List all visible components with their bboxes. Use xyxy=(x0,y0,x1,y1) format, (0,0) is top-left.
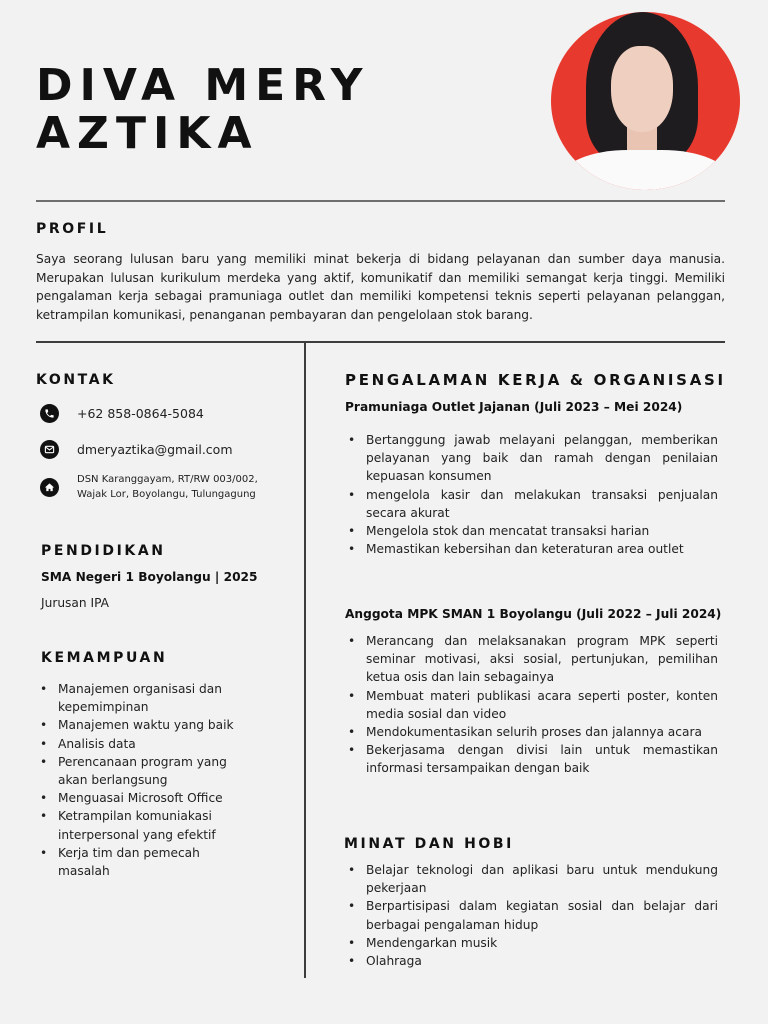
column-divider xyxy=(304,342,306,978)
list-item: • Perencanaan program yang akan berlangsung xyxy=(37,753,247,789)
list-item: • Belajar teknologi dan aplikasi baru untuk mendukung pekerjaan xyxy=(345,861,718,897)
name-line-1: DIVA MERY xyxy=(36,60,370,111)
candidate-name xyxy=(36,62,370,158)
job-title-1: Pramuniaga Outlet Jajanan (Juli 2023 – Mei 2024) xyxy=(345,400,683,414)
job-2-duties xyxy=(345,632,718,778)
phone-number: +62 858-0864-5084 xyxy=(77,406,204,421)
list-item: • Memastikan kebersihan dan keteraturan area outlet xyxy=(345,540,718,558)
list-item: • Olahraga xyxy=(345,952,718,970)
contact-heading: KONTAK xyxy=(36,372,116,388)
list-item: • Kerja tim dan pemecah masalah xyxy=(37,844,247,880)
hobbies-list xyxy=(345,861,718,970)
list-item: • mengelola kasir dan melakukan transaksi penjualan secara akurat xyxy=(345,486,718,522)
mail-icon xyxy=(40,440,59,459)
list-item: • Analisis data xyxy=(37,735,247,753)
contact-phone xyxy=(40,404,204,423)
education-major: Jurusan IPA xyxy=(41,596,109,610)
list-item: • Merancang dan melaksanakan program MPK seperti seminar motivasi, aksi sosial, pertunjukan, pemilihan ketua osis dan lain sebagainya xyxy=(345,632,718,687)
email-address: dmeryaztika@gmail.com xyxy=(77,442,233,457)
list-item: • Manajemen organisasi dan kepemimpinan xyxy=(37,680,247,716)
top-divider xyxy=(36,200,725,202)
list-item: • Manajemen waktu yang baik xyxy=(37,716,247,734)
list-item: • Bertanggung jawab melayani pelanggan, memberikan pelayanan yang baik dan ramah dengan penilaian kepuasan konsumen xyxy=(345,431,718,486)
job-1-duties xyxy=(345,431,718,558)
education-heading: PENDIDIKAN xyxy=(41,543,166,559)
list-item: • Ketrampilan komuniakasi interpersonal yang efektif xyxy=(37,807,247,843)
list-item: • Menguasai Microsoft Office xyxy=(37,789,247,807)
skills-list xyxy=(37,680,247,880)
skills-heading: KEMAMPUAN xyxy=(41,650,168,666)
address-line-1: DSN Karanggayam, RT/RW 003/002, xyxy=(77,474,258,485)
name-line-2: AZTIKA xyxy=(36,108,259,159)
middle-divider xyxy=(36,341,725,343)
list-item: • Mengelola stok dan mencatat transaksi harian xyxy=(345,522,718,540)
profile-text: Saya seorang lulusan baru yang memiliki minat bekerja di bidang pelayanan dan sumber daya manusia. Merupakan lulusan kurikulum merdeka yang aktif, komunikatif dan memiliki semangat kerja tinggi. Memiliki pengalaman kerja sebagai pramuniaga outlet dan memiliki kompetensi teknis seperti pelayanan pelanggan, ketrampilan komunikasi, penanganan pembayaran dan pengelolaan stok barang. xyxy=(36,252,725,322)
contact-email xyxy=(40,440,233,459)
address xyxy=(77,473,258,502)
list-item: • Bekerjasama dengan divisi lain untuk memastikan informasi tersampaikan dengan baik xyxy=(345,741,718,777)
list-item: • Membuat materi publikasi acara seperti poster, konten media sosial dan video xyxy=(345,687,718,723)
contact-address xyxy=(40,473,258,502)
address-line-2: Wajak Lor, Boyolangu, Tulungagung xyxy=(77,488,256,500)
home-icon xyxy=(40,478,59,497)
job-title-2: Anggota MPK SMAN 1 Boyolangu (Juli 2022 – Juli 2024) xyxy=(345,607,722,621)
list-item: • Mendokumentasikan selurih proses dan jalannya acara xyxy=(345,723,718,741)
list-item: • Berpartisipasi dalam kegiatan sosial dan belajar dari berbagai pengalaman hidup xyxy=(345,897,718,933)
profile-heading: PROFIL xyxy=(36,221,109,237)
list-item: • Mendengarkan musik xyxy=(345,934,718,952)
hobbies-heading: MINAT DAN HOBI xyxy=(344,836,514,852)
phone-icon xyxy=(40,404,59,423)
profile-photo xyxy=(551,12,740,190)
experience-heading: PENGALAMAN KERJA & ORGANISASI xyxy=(345,371,726,389)
education-school: SMA Negeri 1 Boyolangu | 2025 xyxy=(41,570,258,584)
